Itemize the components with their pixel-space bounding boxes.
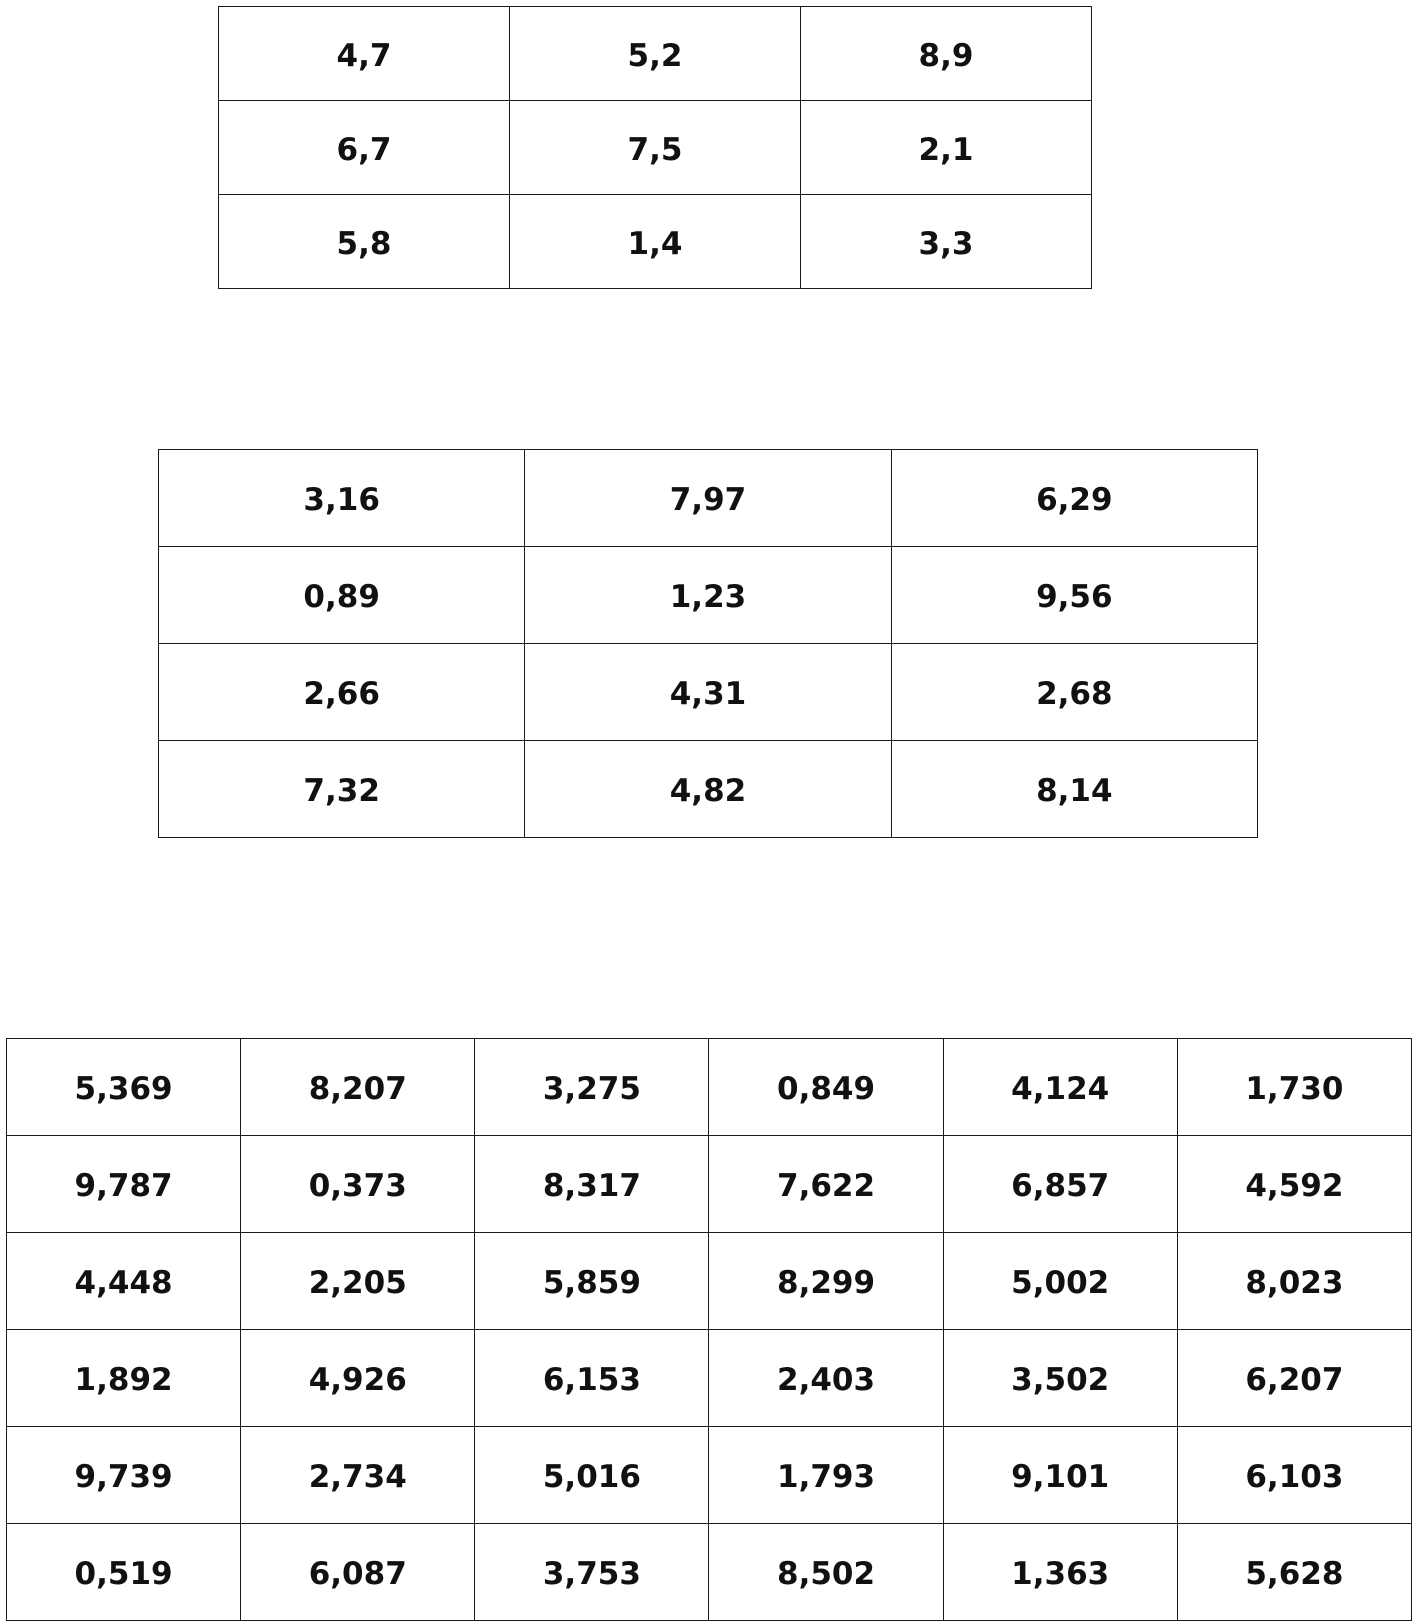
table-cell: 1,892 (7, 1330, 241, 1427)
table-cell: 0,849 (709, 1039, 943, 1136)
table-cell: 1,363 (943, 1524, 1177, 1621)
table-row (159, 741, 1258, 838)
table-cell: 6,207 (1177, 1330, 1411, 1427)
number-table-3x3 (218, 6, 1092, 289)
table-cell: 7,5 (510, 101, 801, 195)
table-row (159, 450, 1258, 547)
table-cell: 7,97 (525, 450, 891, 547)
table-cell: 5,859 (475, 1233, 709, 1330)
table-cell: 8,502 (709, 1524, 943, 1621)
table-cell: 3,16 (159, 450, 525, 547)
table-cell: 5,002 (943, 1233, 1177, 1330)
table-cell: 9,101 (943, 1427, 1177, 1524)
table-cell: 6,7 (219, 101, 510, 195)
table-cell: 6,29 (891, 450, 1257, 547)
table-cell: 1,730 (1177, 1039, 1411, 1136)
table-cell: 8,9 (801, 7, 1092, 101)
table-row (7, 1039, 1412, 1136)
table-cell: 6,153 (475, 1330, 709, 1427)
table-cell: 5,016 (475, 1427, 709, 1524)
table-cell: 8,14 (891, 741, 1257, 838)
table-cell: 3,275 (475, 1039, 709, 1136)
table-cell: 0,89 (159, 547, 525, 644)
table-cell: 0,519 (7, 1524, 241, 1621)
table-cell: 5,369 (7, 1039, 241, 1136)
table-cell: 2,66 (159, 644, 525, 741)
table-cell: 4,926 (241, 1330, 475, 1427)
table-row (159, 547, 1258, 644)
table-cell: 3,502 (943, 1330, 1177, 1427)
table-cell: 6,087 (241, 1524, 475, 1621)
number-table-4x3 (158, 449, 1258, 838)
table-cell: 6,857 (943, 1136, 1177, 1233)
table-row (7, 1524, 1412, 1621)
table-cell: 4,592 (1177, 1136, 1411, 1233)
table-cell: 8,299 (709, 1233, 943, 1330)
table-row (7, 1427, 1412, 1524)
table-row (219, 7, 1092, 101)
table-cell: 8,207 (241, 1039, 475, 1136)
table-cell: 3,753 (475, 1524, 709, 1621)
table-cell: 2,68 (891, 644, 1257, 741)
table-cell: 3,3 (801, 195, 1092, 289)
table-cell: 2,205 (241, 1233, 475, 1330)
table-row (7, 1233, 1412, 1330)
table-cell: 1,4 (510, 195, 801, 289)
table-row (219, 101, 1092, 195)
table-cell: 4,124 (943, 1039, 1177, 1136)
table-cell: 7,622 (709, 1136, 943, 1233)
table-cell: 5,8 (219, 195, 510, 289)
table-cell: 9,787 (7, 1136, 241, 1233)
table-row (7, 1330, 1412, 1427)
table-cell: 8,317 (475, 1136, 709, 1233)
table-cell: 4,82 (525, 741, 891, 838)
table-cell: 2,1 (801, 101, 1092, 195)
table-cell: 5,628 (1177, 1524, 1411, 1621)
table-cell: 9,56 (891, 547, 1257, 644)
table-row (7, 1136, 1412, 1233)
table-cell: 4,31 (525, 644, 891, 741)
table-cell: 2,403 (709, 1330, 943, 1427)
table-cell: 8,023 (1177, 1233, 1411, 1330)
table-row (159, 644, 1258, 741)
table-cell: 2,734 (241, 1427, 475, 1524)
table-cell: 5,2 (510, 7, 801, 101)
table-cell: 1,793 (709, 1427, 943, 1524)
table-cell: 6,103 (1177, 1427, 1411, 1524)
table-cell: 4,7 (219, 7, 510, 101)
number-table-6x6 (6, 1038, 1412, 1621)
table-cell: 1,23 (525, 547, 891, 644)
table-cell: 7,32 (159, 741, 525, 838)
table-cell: 4,448 (7, 1233, 241, 1330)
table-cell: 9,739 (7, 1427, 241, 1524)
table-row (219, 195, 1092, 289)
table-cell: 0,373 (241, 1136, 475, 1233)
